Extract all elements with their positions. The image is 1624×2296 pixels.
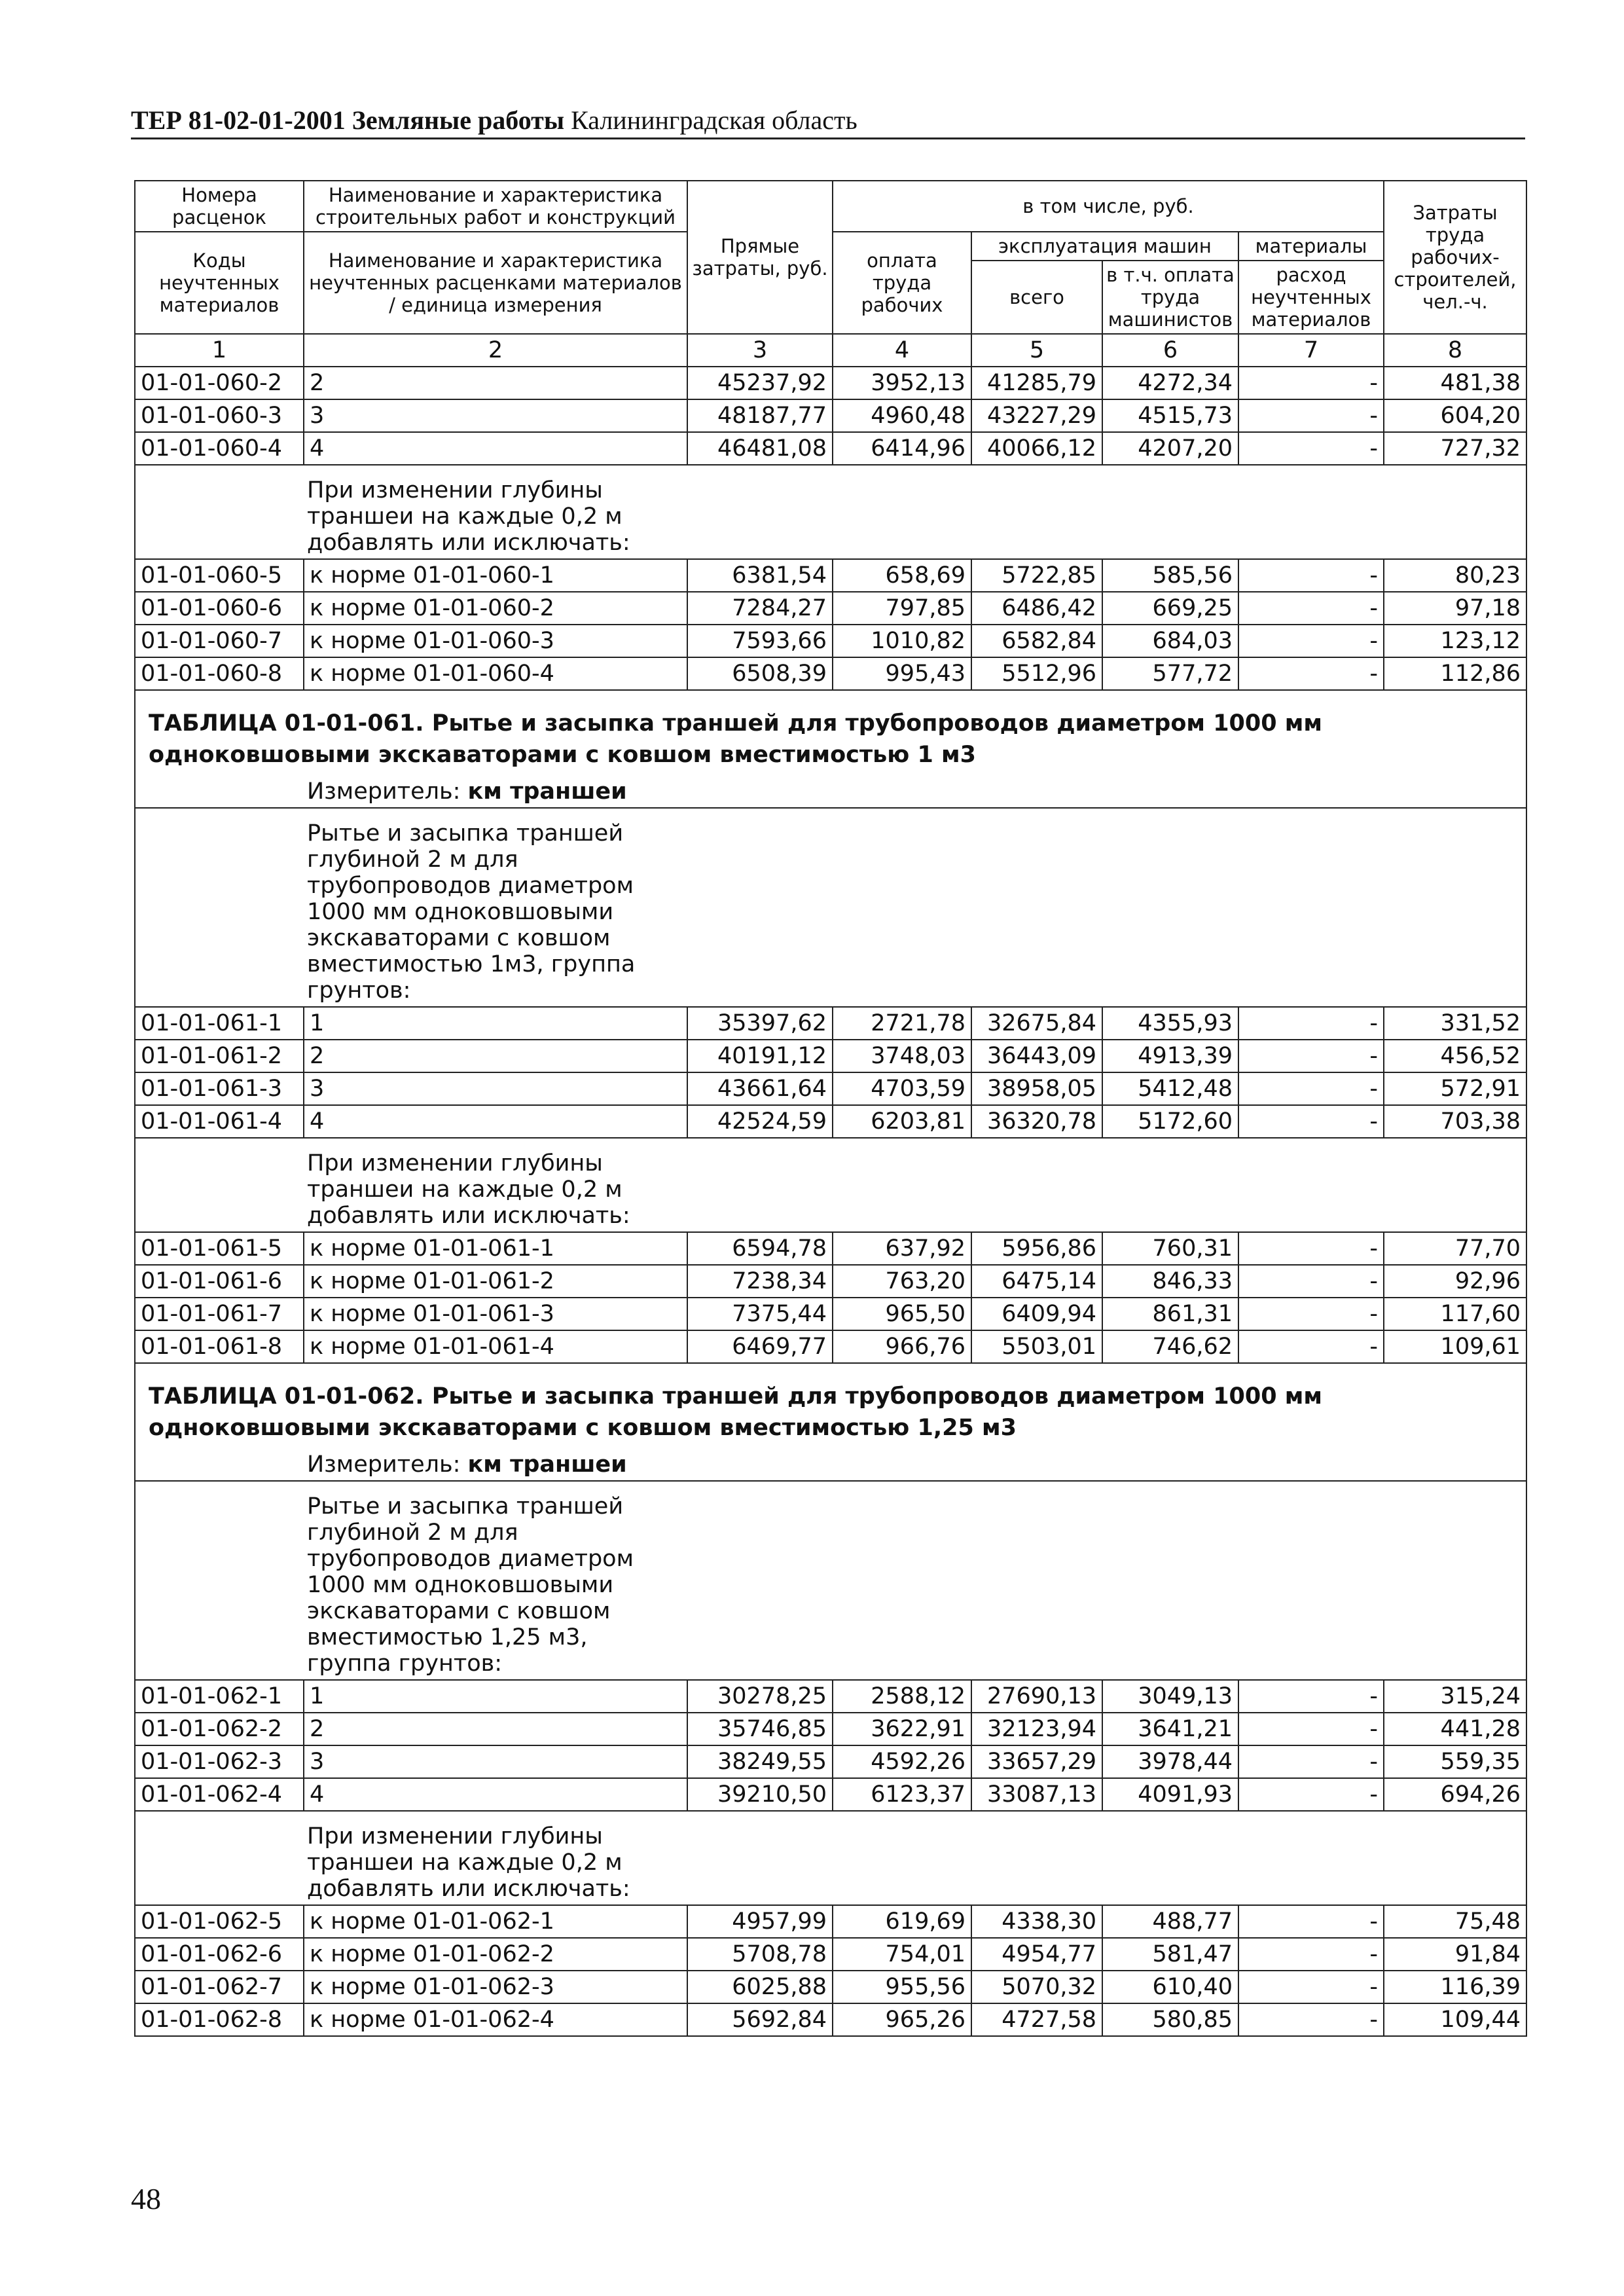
head-material-codes: Коды неучтенных материалов xyxy=(135,232,304,334)
table-row xyxy=(135,625,1526,657)
labor-hours-cell: 77,70 xyxy=(1384,1232,1526,1265)
document-region: Калининградская область xyxy=(571,105,857,135)
name-cell: к норме 01-01-062-1 xyxy=(304,1905,687,1938)
work-description-row xyxy=(135,808,1526,1007)
machines-total-cell: 33657,29 xyxy=(971,1745,1102,1778)
head-machines-total: всего xyxy=(971,261,1102,334)
materials-cell: - xyxy=(1238,592,1384,625)
depth-change-note: При изменении глубины траншеи на каждые 0,2 м добавлять или исключать: xyxy=(307,1823,630,1902)
machines-total-cell: 5503,01 xyxy=(971,1330,1102,1363)
materials-cell: - xyxy=(1238,1938,1384,1971)
machinist-pay-cell: 4207,20 xyxy=(1102,432,1238,465)
rate-code-cell: 01-01-062-8 xyxy=(135,2003,304,2036)
labor-pay-cell: 965,26 xyxy=(833,2003,971,2036)
direct-cost-cell: 39210,50 xyxy=(687,1778,833,1811)
labor-pay-cell: 995,43 xyxy=(833,657,971,690)
labor-pay-cell: 6123,37 xyxy=(833,1778,971,1811)
direct-cost-cell: 35746,85 xyxy=(687,1713,833,1745)
machinist-pay-cell: 488,77 xyxy=(1102,1905,1238,1938)
labor-pay-cell: 4960,48 xyxy=(833,399,971,432)
labor-hours-cell: 91,84 xyxy=(1384,1938,1526,1971)
name-cell: 3 xyxy=(304,1072,687,1105)
machines-total-cell: 5722,85 xyxy=(971,559,1102,592)
machines-total-cell: 4727,58 xyxy=(971,2003,1102,2036)
meter-label: Измеритель: xyxy=(307,1451,461,1478)
materials-cell: - xyxy=(1238,1680,1384,1713)
table-row xyxy=(135,1298,1526,1330)
machinist-pay-cell: 669,25 xyxy=(1102,592,1238,625)
labor-pay-cell: 2721,78 xyxy=(833,1007,971,1040)
materials-cell: - xyxy=(1238,559,1384,592)
labor-pay-cell: 3952,13 xyxy=(833,367,971,399)
materials-cell: - xyxy=(1238,399,1384,432)
machinist-pay-cell: 684,03 xyxy=(1102,625,1238,657)
table-row xyxy=(135,1680,1526,1713)
rate-code-cell: 01-01-060-6 xyxy=(135,592,304,625)
name-cell: 1 xyxy=(304,1007,687,1040)
direct-cost-cell: 7238,34 xyxy=(687,1265,833,1298)
machinist-pay-cell: 3641,21 xyxy=(1102,1713,1238,1745)
machines-total-cell: 33087,13 xyxy=(971,1778,1102,1811)
column-number: 5 xyxy=(971,334,1102,367)
labor-pay-cell: 6203,81 xyxy=(833,1105,971,1138)
depth-change-note: При изменении глубины траншеи на каждые 0,2 м добавлять или исключать: xyxy=(307,1150,630,1229)
labor-hours-cell: 694,26 xyxy=(1384,1778,1526,1811)
head-labor-cost: Затраты труда рабочих-строителей, чел.-ч. xyxy=(1384,181,1526,334)
header-rule xyxy=(131,137,1525,139)
column-number: 8 xyxy=(1384,334,1526,367)
table-row xyxy=(135,592,1526,625)
materials-cell: - xyxy=(1238,1713,1384,1745)
materials-cell: - xyxy=(1238,1905,1384,1938)
labor-hours-cell: 117,60 xyxy=(1384,1298,1526,1330)
rate-code-cell: 01-01-061-1 xyxy=(135,1007,304,1040)
materials-cell: - xyxy=(1238,1072,1384,1105)
materials-cell: - xyxy=(1238,432,1384,465)
table-row xyxy=(135,1778,1526,1811)
name-cell: к норме 01-01-062-4 xyxy=(304,2003,687,2036)
machinist-pay-cell: 4913,39 xyxy=(1102,1040,1238,1072)
head-machines-incl: в т.ч. оплата труда машинистов xyxy=(1102,261,1238,334)
direct-cost-cell: 7593,66 xyxy=(687,625,833,657)
direct-cost-cell: 45237,92 xyxy=(687,367,833,399)
head-machines: эксплуатация машин xyxy=(971,232,1238,261)
rate-code-cell: 01-01-062-6 xyxy=(135,1938,304,1971)
table-title: ТАБЛИЦА 01-01-062. Рытье и засыпка траншей для трубопроводов диаметром 1000 мм одноковшовыми экскаваторами с ковшом вместимостью 1,25 м3 xyxy=(135,1363,1526,1449)
labor-hours-cell: 604,20 xyxy=(1384,399,1526,432)
direct-cost-cell: 38249,55 xyxy=(687,1745,833,1778)
machinist-pay-cell: 746,62 xyxy=(1102,1330,1238,1363)
materials-cell: - xyxy=(1238,1105,1384,1138)
document-code: ТЕР 81-02-01-2001 xyxy=(131,105,346,135)
head-materials-unaccounted: расход неучтенных материалов xyxy=(1238,261,1384,334)
direct-cost-cell: 43661,64 xyxy=(687,1072,833,1105)
machinist-pay-cell: 846,33 xyxy=(1102,1265,1238,1298)
head-including: в том числе, руб. xyxy=(833,181,1384,232)
rates-table xyxy=(134,180,1527,2037)
machinist-pay-cell: 585,56 xyxy=(1102,559,1238,592)
column-number: 7 xyxy=(1238,334,1384,367)
machines-total-cell: 6486,42 xyxy=(971,592,1102,625)
name-cell: 2 xyxy=(304,1713,687,1745)
machinist-pay-cell: 4272,34 xyxy=(1102,367,1238,399)
name-cell: к норме 01-01-061-4 xyxy=(304,1330,687,1363)
machines-total-cell: 5956,86 xyxy=(971,1232,1102,1265)
direct-cost-cell: 4957,99 xyxy=(687,1905,833,1938)
labor-pay-cell: 4592,26 xyxy=(833,1745,971,1778)
materials-cell: - xyxy=(1238,1298,1384,1330)
table-row xyxy=(135,399,1526,432)
machinist-pay-cell: 5172,60 xyxy=(1102,1105,1238,1138)
labor-hours-cell: 116,39 xyxy=(1384,1971,1526,2003)
materials-cell: - xyxy=(1238,367,1384,399)
labor-pay-cell: 3622,91 xyxy=(833,1713,971,1745)
labor-hours-cell: 92,96 xyxy=(1384,1265,1526,1298)
machines-total-cell: 27690,13 xyxy=(971,1680,1102,1713)
name-cell: к норме 01-01-060-4 xyxy=(304,657,687,690)
rate-code-cell: 01-01-062-7 xyxy=(135,1971,304,2003)
document-section: Земляные работы xyxy=(352,105,565,135)
name-cell: 2 xyxy=(304,1040,687,1072)
column-number: 4 xyxy=(833,334,971,367)
labor-hours-cell: 109,44 xyxy=(1384,2003,1526,2036)
machinist-pay-cell: 4515,73 xyxy=(1102,399,1238,432)
table-row xyxy=(135,1713,1526,1745)
materials-cell: - xyxy=(1238,1745,1384,1778)
machines-total-cell: 6475,14 xyxy=(971,1265,1102,1298)
machinist-pay-cell: 577,72 xyxy=(1102,657,1238,690)
name-cell: 2 xyxy=(304,367,687,399)
machinist-pay-cell: 610,40 xyxy=(1102,1971,1238,2003)
column-number: 1 xyxy=(135,334,304,367)
rate-code-cell: 01-01-062-2 xyxy=(135,1713,304,1745)
table-body xyxy=(135,367,1526,2036)
materials-cell: - xyxy=(1238,1971,1384,2003)
labor-hours-cell: 572,91 xyxy=(1384,1072,1526,1105)
table-row xyxy=(135,1232,1526,1265)
table-row xyxy=(135,432,1526,465)
name-cell: к норме 01-01-060-3 xyxy=(304,625,687,657)
head-work-name: Наименование и характеристика строительных работ и конструкций xyxy=(304,181,687,232)
head-materials: материалы xyxy=(1238,232,1384,261)
table-row xyxy=(135,367,1526,399)
machines-total-cell: 40066,12 xyxy=(971,432,1102,465)
meter-value: км траншеи xyxy=(467,1451,627,1478)
table-row xyxy=(135,1072,1526,1105)
table-row xyxy=(135,1938,1526,1971)
rate-code-cell: 01-01-061-7 xyxy=(135,1298,304,1330)
direct-cost-cell: 40191,12 xyxy=(687,1040,833,1072)
rate-code-cell: 01-01-060-7 xyxy=(135,625,304,657)
table-head xyxy=(135,181,1526,367)
name-cell: 4 xyxy=(304,432,687,465)
labor-pay-cell: 619,69 xyxy=(833,1905,971,1938)
direct-cost-cell: 7284,27 xyxy=(687,592,833,625)
meter-row xyxy=(135,1449,1526,1481)
rate-code-cell: 01-01-062-1 xyxy=(135,1680,304,1713)
depth-change-note-row xyxy=(135,1138,1526,1232)
head-material-name: Наименование и характеристика неучтенных расценками материалов / единица измерения xyxy=(304,232,687,334)
table-title-row xyxy=(135,690,1526,776)
depth-change-note-row xyxy=(135,465,1526,559)
column-number: 3 xyxy=(687,334,833,367)
meter-value: км траншеи xyxy=(467,778,627,805)
meter-row xyxy=(135,776,1526,808)
name-cell: к норме 01-01-061-2 xyxy=(304,1265,687,1298)
rate-code-cell: 01-01-061-2 xyxy=(135,1040,304,1072)
materials-cell: - xyxy=(1238,1232,1384,1265)
materials-cell: - xyxy=(1238,1007,1384,1040)
machines-total-cell: 4338,30 xyxy=(971,1905,1102,1938)
depth-change-note: При изменении глубины траншеи на каждые 0,2 м добавлять или исключать: xyxy=(307,477,630,556)
machinist-pay-cell: 3978,44 xyxy=(1102,1745,1238,1778)
machinist-pay-cell: 5412,48 xyxy=(1102,1072,1238,1105)
labor-pay-cell: 965,50 xyxy=(833,1298,971,1330)
direct-cost-cell: 30278,25 xyxy=(687,1680,833,1713)
column-number: 2 xyxy=(304,334,687,367)
table-title-row xyxy=(135,1363,1526,1449)
labor-hours-cell: 559,35 xyxy=(1384,1745,1526,1778)
labor-pay-cell: 754,01 xyxy=(833,1938,971,1971)
rate-code-cell: 01-01-060-3 xyxy=(135,399,304,432)
rate-code-cell: 01-01-060-2 xyxy=(135,367,304,399)
labor-hours-cell: 315,24 xyxy=(1384,1680,1526,1713)
machinist-pay-cell: 861,31 xyxy=(1102,1298,1238,1330)
labor-hours-cell: 441,28 xyxy=(1384,1713,1526,1745)
labor-hours-cell: 481,38 xyxy=(1384,367,1526,399)
machinist-pay-cell: 4091,93 xyxy=(1102,1778,1238,1811)
table-row xyxy=(135,657,1526,690)
column-number: 6 xyxy=(1102,334,1238,367)
labor-hours-cell: 112,86 xyxy=(1384,657,1526,690)
rate-code-cell: 01-01-061-5 xyxy=(135,1232,304,1265)
rate-code-cell: 01-01-061-4 xyxy=(135,1105,304,1138)
name-cell: 1 xyxy=(304,1680,687,1713)
machines-total-cell: 41285,79 xyxy=(971,367,1102,399)
labor-hours-cell: 331,52 xyxy=(1384,1007,1526,1040)
table-row xyxy=(135,1330,1526,1363)
name-cell: 3 xyxy=(304,399,687,432)
direct-cost-cell: 42524,59 xyxy=(687,1105,833,1138)
table-row xyxy=(135,1265,1526,1298)
labor-pay-cell: 2588,12 xyxy=(833,1680,971,1713)
labor-pay-cell: 637,92 xyxy=(833,1232,971,1265)
labor-hours-cell: 75,48 xyxy=(1384,1905,1526,1938)
work-description: Рытье и засыпка траншей глубиной 2 м для трубопроводов диаметром 1000 мм одноковшовыми экскаваторами с ковшом вместимостью 1м3, группа грунтов: xyxy=(307,820,636,1004)
rate-code-cell: 01-01-061-8 xyxy=(135,1330,304,1363)
depth-change-note-row xyxy=(135,1811,1526,1905)
table-row xyxy=(135,559,1526,592)
direct-cost-cell: 6381,54 xyxy=(687,559,833,592)
labor-pay-cell: 797,85 xyxy=(833,592,971,625)
table-row xyxy=(135,1040,1526,1072)
direct-cost-cell: 35397,62 xyxy=(687,1007,833,1040)
machines-total-cell: 36320,78 xyxy=(971,1105,1102,1138)
labor-hours-cell: 727,32 xyxy=(1384,432,1526,465)
labor-pay-cell: 4703,59 xyxy=(833,1072,971,1105)
machinist-pay-cell: 580,85 xyxy=(1102,2003,1238,2036)
name-cell: 3 xyxy=(304,1745,687,1778)
page-number: 48 xyxy=(131,2182,161,2215)
rate-code-cell: 01-01-062-4 xyxy=(135,1778,304,1811)
materials-cell: - xyxy=(1238,1330,1384,1363)
table-title: ТАБЛИЦА 01-01-061. Рытье и засыпка траншей для трубопроводов диаметром 1000 мм одноковшовыми экскаваторами с ковшом вместимостью 1 м3 xyxy=(135,690,1526,776)
direct-cost-cell: 6508,39 xyxy=(687,657,833,690)
materials-cell: - xyxy=(1238,1040,1384,1072)
meter-label: Измеритель: xyxy=(307,778,461,805)
machines-total-cell: 38958,05 xyxy=(971,1072,1102,1105)
head-direct-costs: Прямые затраты, руб. xyxy=(687,181,833,334)
name-cell: к норме 01-01-062-2 xyxy=(304,1938,687,1971)
direct-cost-cell: 6594,78 xyxy=(687,1232,833,1265)
rate-code-cell: 01-01-060-5 xyxy=(135,559,304,592)
machinist-pay-cell: 3049,13 xyxy=(1102,1680,1238,1713)
direct-cost-cell: 48187,77 xyxy=(687,399,833,432)
machines-total-cell: 5070,32 xyxy=(971,1971,1102,2003)
table-row xyxy=(135,1971,1526,2003)
column-numbers-row xyxy=(135,334,1526,367)
labor-hours-cell: 703,38 xyxy=(1384,1105,1526,1138)
name-cell: к норме 01-01-060-1 xyxy=(304,559,687,592)
machines-total-cell: 36443,09 xyxy=(971,1040,1102,1072)
labor-pay-cell: 763,20 xyxy=(833,1265,971,1298)
table-row xyxy=(135,1007,1526,1040)
work-description: Рытье и засыпка траншей глубиной 2 м для трубопроводов диаметром 1000 мм одноковшовыми экскаваторами с ковшом вместимостью 1,25 м3, группа грунтов: xyxy=(307,1493,634,1677)
labor-pay-cell: 6414,96 xyxy=(833,432,971,465)
machinist-pay-cell: 4355,93 xyxy=(1102,1007,1238,1040)
labor-hours-cell: 109,61 xyxy=(1384,1330,1526,1363)
rate-code-cell: 01-01-062-3 xyxy=(135,1745,304,1778)
materials-cell: - xyxy=(1238,625,1384,657)
labor-hours-cell: 97,18 xyxy=(1384,592,1526,625)
machinist-pay-cell: 760,31 xyxy=(1102,1232,1238,1265)
work-description-row xyxy=(135,1481,1526,1680)
direct-cost-cell: 6469,77 xyxy=(687,1330,833,1363)
name-cell: к норме 01-01-061-1 xyxy=(304,1232,687,1265)
head-labor-pay: оплата труда рабочих xyxy=(833,232,971,334)
name-cell: к норме 01-01-060-2 xyxy=(304,592,687,625)
rate-code-cell: 01-01-060-8 xyxy=(135,657,304,690)
document-header xyxy=(131,105,857,136)
materials-cell: - xyxy=(1238,1265,1384,1298)
machinist-pay-cell: 581,47 xyxy=(1102,1938,1238,1971)
machines-total-cell: 5512,96 xyxy=(971,657,1102,690)
name-cell: к норме 01-01-062-3 xyxy=(304,1971,687,2003)
materials-cell: - xyxy=(1238,1778,1384,1811)
labor-pay-cell: 955,56 xyxy=(833,1971,971,2003)
table-row xyxy=(135,2003,1526,2036)
rate-code-cell: 01-01-061-6 xyxy=(135,1265,304,1298)
table-row xyxy=(135,1905,1526,1938)
labor-hours-cell: 456,52 xyxy=(1384,1040,1526,1072)
rate-code-cell: 01-01-060-4 xyxy=(135,432,304,465)
direct-cost-cell: 5708,78 xyxy=(687,1938,833,1971)
labor-pay-cell: 658,69 xyxy=(833,559,971,592)
labor-pay-cell: 3748,03 xyxy=(833,1040,971,1072)
machines-total-cell: 6582,84 xyxy=(971,625,1102,657)
machines-total-cell: 32675,84 xyxy=(971,1007,1102,1040)
machines-total-cell: 32123,94 xyxy=(971,1713,1102,1745)
direct-cost-cell: 5692,84 xyxy=(687,2003,833,2036)
name-cell: 4 xyxy=(304,1105,687,1138)
materials-cell: - xyxy=(1238,2003,1384,2036)
rate-code-cell: 01-01-062-5 xyxy=(135,1905,304,1938)
machines-total-cell: 6409,94 xyxy=(971,1298,1102,1330)
head-rate-numbers: Номера расценок xyxy=(135,181,304,232)
direct-cost-cell: 6025,88 xyxy=(687,1971,833,2003)
table-row xyxy=(135,1745,1526,1778)
machines-total-cell: 43227,29 xyxy=(971,399,1102,432)
labor-hours-cell: 123,12 xyxy=(1384,625,1526,657)
machines-total-cell: 4954,77 xyxy=(971,1938,1102,1971)
labor-pay-cell: 966,76 xyxy=(833,1330,971,1363)
labor-pay-cell: 1010,82 xyxy=(833,625,971,657)
rate-code-cell: 01-01-061-3 xyxy=(135,1072,304,1105)
name-cell: 4 xyxy=(304,1778,687,1811)
direct-cost-cell: 7375,44 xyxy=(687,1298,833,1330)
table-row xyxy=(135,1105,1526,1138)
direct-cost-cell: 46481,08 xyxy=(687,432,833,465)
name-cell: к норме 01-01-061-3 xyxy=(304,1298,687,1330)
materials-cell: - xyxy=(1238,657,1384,690)
labor-hours-cell: 80,23 xyxy=(1384,559,1526,592)
